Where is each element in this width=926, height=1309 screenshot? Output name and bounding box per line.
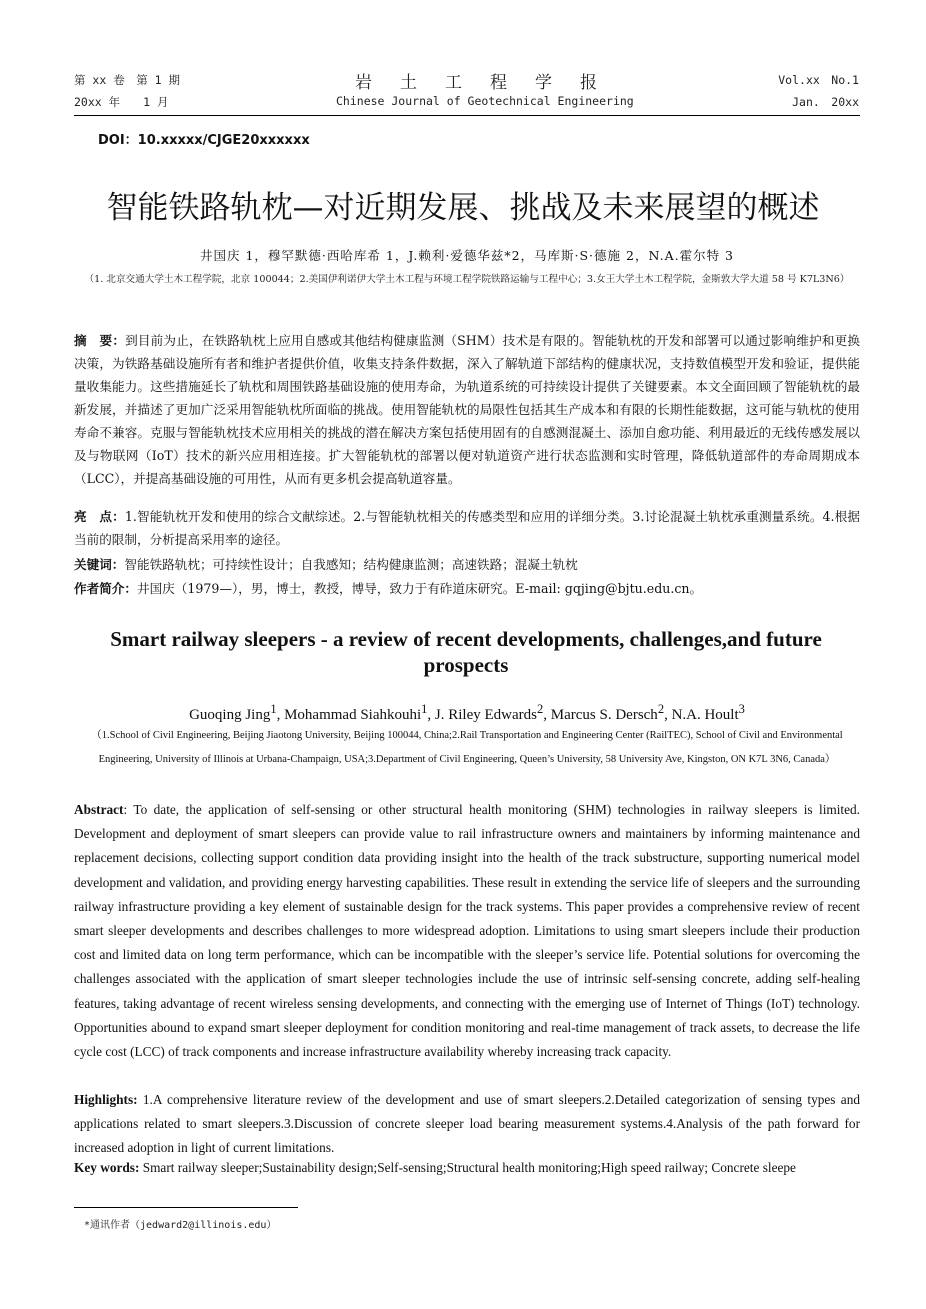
doi: DOI：10.xxxxx/CJGE20xxxxxx <box>98 133 310 148</box>
keywords-label-en: Key words: <box>74 1160 140 1175</box>
affiliations-en: （1.School of Civil Engineering, Beijing Jiaotong University, Beijing 100044, China;2.Rail Transportation and Engineering Center (RailTEC), School of Civil and Environmental Engineering, University of Illinois at Urbana-Champaign, USA;3.Department of Civil Engineering, Queen’s University, 58 University Ave, Kingston, ON K7L 3N6, Canada） <box>91 730 843 765</box>
highlights-text-en: 1.A comprehensive literature review of the development and use of smart sleepers.2.Detailed categorization of sensing types and applications related to smart sleepers.3.Discussion of concrete sleeper load bearing measurement systems.4.Analysis of the path forward for increased adoption in light of current limitations. <box>74 1092 860 1156</box>
highlights-en <box>74 1088 860 1161</box>
abstract-text-en: : To date, the application of self-sensing or other structural health monitoring (SHM) technologies in railway sleepers is limited. Development and deployment of smart sleepers can provide value to rail infrastructure owners and maintainers by informing maintenance and replacement decisions, collecting support condition data providing insight into the health of the track substructure, supporting numerical model development and validation, and providing energy harvesting capabilities. These result in extending the service life of sleepers and the surrounding railway infrastructure providing a key element of sustainable design for the track systems. This paper provides a comprehensive review of recent smart sleeper developments and describes challenges to more widespread adoption. Limitations to using smart sleepers include their production cost and limited data on long term performance, which can be incompatible with the sleeper’s service life. Potential solutions for overcoming the challenges associated with the application of smart sleeper technologies include the use of intrinsic self-sensing concrete, adding self-healing features, taking advantage of recent wireless sensing developments, and connecting with the emerging use of Internet of Things (IoT) technology. Opportunities abound to expand smart sleeper deployment for condition monitoring and real-time management of track assets, to decrease the life cycle cost (LCC) of track components and increase infrastructure availability whereby increasing track capacity. <box>74 802 860 1060</box>
author-intro-label-cn: 作者简介： <box>74 581 137 596</box>
keywords-label-cn: 关键词： <box>74 557 125 572</box>
volume-issue-en: Vol.xx No.1 <box>778 73 859 87</box>
abstract-label-cn: 摘 要： <box>74 333 126 348</box>
date-en: Jan. 20xx <box>792 95 859 109</box>
abstract-label-en: Abstract <box>74 802 124 817</box>
author-intro-cn <box>74 577 860 600</box>
abstract-en <box>74 798 860 1064</box>
paper-title-en: Smart railway sleepers - a review of recent developments, challenges,and future prospects <box>110 627 822 677</box>
footnote-rule <box>74 1207 298 1208</box>
highlights-label-en: Highlights: <box>74 1092 138 1107</box>
highlights-label-cn: 亮 点： <box>74 509 125 524</box>
journal-title-en: Chinese Journal of Geotechnical Engineering <box>336 94 634 108</box>
keywords-cn <box>74 553 860 576</box>
journal-title-cn: 岩土工程学报 <box>355 73 625 93</box>
keywords-en <box>74 1156 860 1180</box>
date-cn: 20xx 年 1 月 <box>74 95 169 109</box>
author-intro-text-cn: 井国庆（1979—），男，博士，教授，博导，致力于有砟道床研究。E-mail: gqjing@bjtu.edu.cn。 <box>136 581 703 596</box>
header-rule <box>74 115 860 116</box>
authors-cn: 井国庆 1，穆罕默德·西哈库希 1，J.赖利·爱德华兹*2，马库斯·S·德施 2，N.A.霍尔特 3 <box>200 248 734 263</box>
highlights-text-cn: 1.智能轨枕开发和使用的综合文献综述。2.与智能轨枕相关的传感类型和应用的详细分类。3.讨论混凝土轨枕承重测量系统。4.根据当前的限制，分析提高采用率的途径。 <box>74 509 860 547</box>
affiliations-cn: （1. 北京交通大学土木工程学院，北京 100044；2.美国伊利诺伊大学土木工程与环境工程学院铁路运输与工程中心；3.女王大学土木工程学院，金斯敦大学大道 58 号 K7L3N6） <box>84 274 850 285</box>
abstract-cn <box>74 329 860 490</box>
authors-en: Guoqing Jing$^1$, Mohammad Siahkouhi$^1$, J. Riley Edwards$^2$, Marcus S. Dersch$^2$, N.A. Hoult$^3$ <box>189 702 745 723</box>
keywords-text-cn: 智能铁路轨枕；可持续性设计；自我感知；结构健康监测；高速铁路；混凝土轨枕 <box>124 557 578 572</box>
volume-issue-cn: 第 xx 卷 第 1 期 <box>74 73 180 87</box>
corresponding-author-footnote: *通讯作者（jedward2@illinois.edu） <box>84 1220 277 1231</box>
highlights-cn <box>74 505 860 551</box>
paper-title-cn: 智能铁路轨枕—对近期发展、挑战及未来展望的概述 <box>106 190 820 226</box>
keywords-text-en: Smart railway sleeper;Sustainability design;Self-sensing;Structural health monitoring;High speed railway; Concrete sleepe <box>139 1160 796 1175</box>
abstract-text-cn: 到目前为止，在铁路轨枕上应用自感或其他结构健康监测（SHM）技术是有限的。智能轨枕的开发和部署可以通过影响维护和更换决策，为铁路基础设施所有者和维护者提供价值，收集支持条件数据，深入了解轨道下部结构的健康状况，支持数值模型开发和验证，提供能量收集能力。这些措施延长了轨枕和周围铁路基础设施的使用寿命，为轨道系统的可持续设计提供了关键要素。本文全面回顾了智能轨枕的最新发展，并描述了更加广泛采用智能轨枕所面临的挑战。使用智能轨枕的局限性包括其生产成本和有限的长期性能数据，这可能与轨枕的使用寿命不兼容。克服与智能轨枕技术应用相关的挑战的潜在解决方案包括使用固有的自感测混凝土、添加自愈功能、利用最近的无线传感发展以及与物联网（IoT）技术的新兴应用相连接。扩大智能轨枕的部署以便对轨道资产进行状态监测和实时管理，降低轨道部件的寿命周期成本（LCC），并提高基础设施的可用性，从而有更多机会提高轨道容量。 <box>74 333 860 486</box>
